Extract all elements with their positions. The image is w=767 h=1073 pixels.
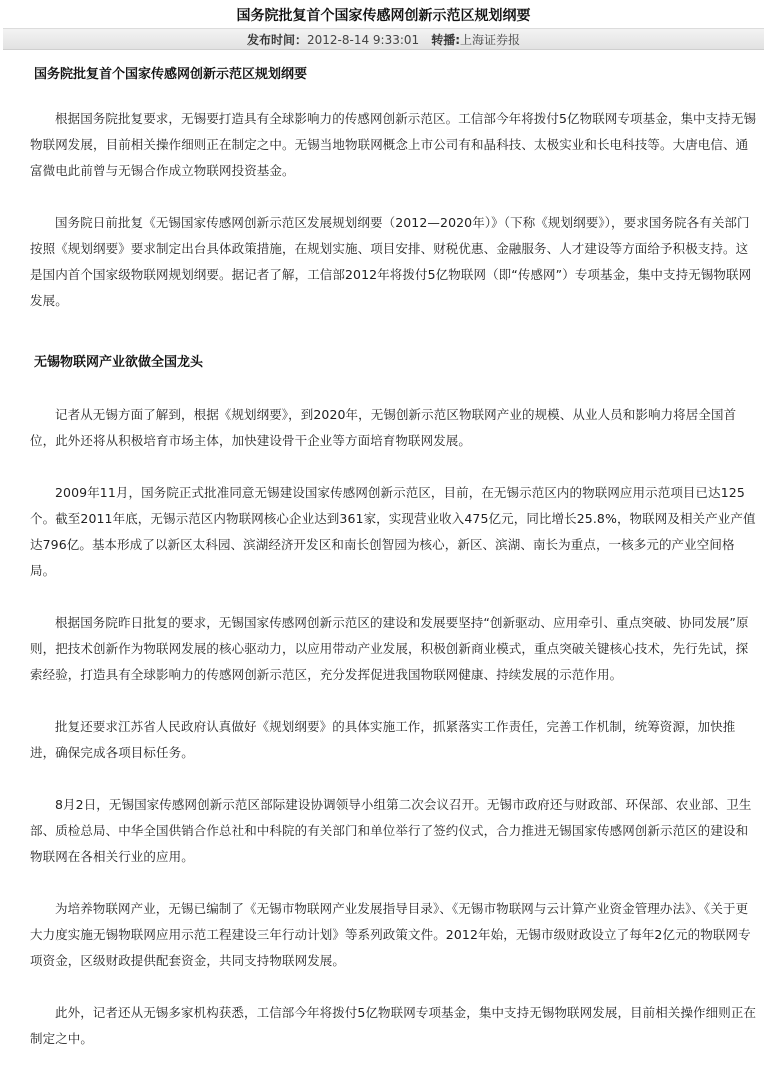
publish-time-value: 2012-8-14 9:33:01 <box>307 33 420 47</box>
article-title: 国务院批复首个国家传感网创新示范区规划纲要 <box>34 67 308 82</box>
article-paragraph: 国务院日前批复《无锡国家传感网创新示范区发展规划纲要（2012—2020年）》（下称《规划纲要》），要求国务院各有关部门按照《规划纲要》要求制定出台具体政策措施，在规划实施、项目安排、财税优惠、金融服务、人才建设等方面给予积极支持。这是国内首个国家级物联网规划纲要。据记者了解，工信部2012年将拨付5亿物联网（即“传感网”）专项基金，集中支持无锡物联网发展。 <box>30 215 752 308</box>
article-paragraph: 此外，记者还从无锡多家机构获悉，工信部今年将拨付5亿物联网专项基金，集中支持无锡物联网发展，目前相关操作细则正在制定之中。 <box>30 1005 757 1046</box>
section-subheading: 无锡物联网产业欲做全国龙头 <box>34 355 204 370</box>
publish-time-label: 发布时间： <box>246 33 307 47</box>
article-paragraph: 8月2日，无锡国家传感网创新示范区部际建设协调领导小组第二次会议召开。无锡市政府还与财政部、环保部、农业部、卫生部、质检总局、中华全国供销合作总社和中科院的有关部门和单位举行了签约仪式，合力推进无锡国家传感网创新示范区的建设和物联网在各相关行业的应用。 <box>30 797 752 864</box>
meta-bar <box>3 28 764 50</box>
page-title: 国务院批复首个国家传感网创新示范区规划纲要 <box>236 8 531 24</box>
repost-source: 上海证券报 <box>460 33 521 47</box>
article-paragraph: 记者从无锡方面了解到，根据《规划纲要》，到2020年，无锡创新示范区物联网产业的规模、从业人员和影响力将居全国首位，此外还将从积极培育市场主体，加快建设骨干企业等方面培育物联网发展。 <box>30 407 737 448</box>
article-body <box>0 64 767 1052</box>
article-paragraph: 为培养物联网产业，无锡已编制了《无锡市物联网产业发展指导目录》、《无锡市物联网与云计算产业资金管理办法》、《关于更大力度实施无锡物联网应用示范工程建设三年行动计划》等系列政策文件。2012年始，无锡市级财政设立了每年2亿元的物联网专项资金，区级财政提供配套资金，共同支持物联网发展。 <box>30 901 751 968</box>
article-paragraph: 2009年11月，国务院正式批准同意无锡建设国家传感网创新示范区，目前，在无锡示范区内的物联网应用示范项目已达125个。截至2011年底，无锡示范区内物联网核心企业达到361家，实现营业收入475亿元，同比增长25.8%，物联网及相关产业产值达796亿。基本形成了以新区太科园、滨湖经济开发区和南长创智园为核心，新区、滨湖、南长为重点，一核多元的产业空间格局。 <box>30 485 756 578</box>
repost-label: 转播: <box>431 33 460 47</box>
article-paragraph: 根据国务院昨日批复的要求，无锡国家传感网创新示范区的建设和发展要坚持“创新驱动、应用牵引、重点突破、协同发展”原则，把技术创新作为物联网发展的核心驱动力，以应用带动产业发展，积极创新商业模式，重点突破关键核心技术，先行先试，探索经验，打造具有全球影响力的传感网创新示范区，充分发挥促进我国物联网健康、持续发展的示范作用。 <box>30 615 749 682</box>
article-paragraph: 根据国务院批复要求，无锡要打造具有全球影响力的传感网创新示范区。工信部今年将拨付5亿物联网专项基金，集中支持无锡物联网发展，目前相关操作细则正在制定之中。无锡当地物联网概念上市公司有和晶科技、太极实业和长电科技等。大唐电信、通富微电此前曾与无锡合作成立物联网投资基金。 <box>30 111 757 178</box>
article-paragraph: 批复还要求江苏省人民政府认真做好《规划纲要》的具体实施工作，抓紧落实工作责任，完善工作机制，统筹资源，加快推进，确保完成各项目标任务。 <box>30 719 736 760</box>
